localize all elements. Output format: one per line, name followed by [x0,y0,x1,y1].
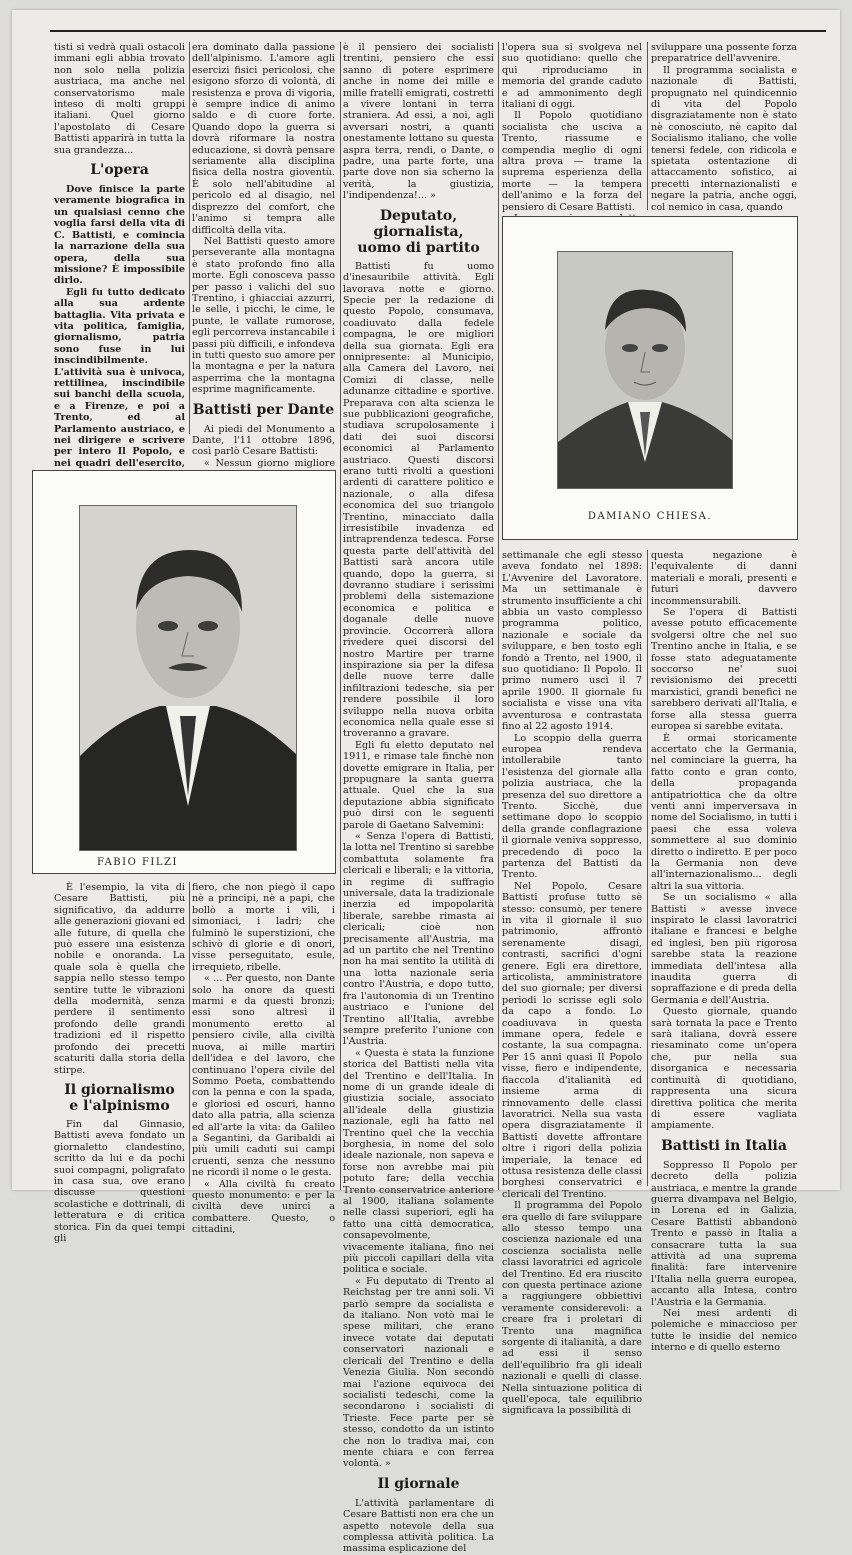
paragraph: È ormai storicamente accertato che la Germania, nel cominciare la guerra, ha fatto conto e gran conto, della propaganda antipatriottica che da oltre venti anni imperversava in nome del Socialismo, in tutti i paesi che essa voleva sommettere al suo dominio diretto o indiretto. E per poco la Germania non deve all'internazionalismo... degli altri la sua vittoria. [651,732,797,892]
caption-chiesa: DAMIANO CHIESA. [587,511,713,522]
column-3 [343,42,494,1555]
paragraph: era dominato dalla passione dell'alpinismo. L'amore agli esercizi fisici pericolosi, che esigono sforzo di volontà, di resistenza e prova di vigoria, è sempre indice di animo saldo e di cuore forte. Quando dopo la guerra si dovrà riformare la nostra educazione, si dovrà pensare seriamente alla disciplina fisica della nostra gioventù. È solo nell'abitudine al pericolo ed al disagio, nel disprezzo del comfort, che l'animo si tempra alle difficoltà della vita. [192,42,335,236]
paragraph: tisti si vedrà quali ostacoli immani egli abbia trovato non solo nella polizia austriaca, ma anche nel conservatorismo male inteso di molti gruppi italiani. Quel giorno l'apostolato di Cesare Battisti apparirà in tutta la sua grandezza... [54,42,185,156]
paragraph: Soppresso Il Popolo per decreto della polizia austriaca, e mentre la grande guerra divampava nel Belgio, in Lorena ed in Galizia, Cesare Battisti abbandonò Trento e passò in Italia a consacrare tutta la sua attività ad una suprema finalità: fare intervenire l'Italia nella guerra europea, accanto alla Intesa, contro l'Austria e la Germania. [651,1159,797,1308]
paragraph: « Senza l'opera di Battisti, la lotta nel Trentino si sarebbe combattuta solamente fra clericali e liberali; e la vittoria, in regime di suffragio universale, data la tradizionale inerzia ed impopolarità liberale, sarebbe rimasta ai clericali; cioè non precisamente all'Austria, ma ad un partito che nel Trentino non ha mai sentito la utilità di una lotta nazionale seria contro l'Austria, e dopo tutto, fra l'autonomia di un Trentino austriaco e l'unione del Trentino all'Italia, avrebbe sempre preferito l'unione con l'Austria. [343,831,494,1048]
paragraph: Se l'opera di Battisti avesse potuto efficacemente svolgersi oltre che nel suo Trentino anche in Italia, e se fosse stato adeguatamente soccorso ne' suoi revisionismo dei precetti marxistici, grandi benefici ne sarebbero derivati all'Italia, e forse alla stessa guerra europea si sarebbe evitata. [651,607,797,733]
paragraph: Il Popolo quotidiano socialista che usciva a Trento, riassume e compendia meglio di ogni altra prova — trame la suprema esperienza della morte — la tempera dell'animo e la forza del pensiero di Cesare Battisti. [502,110,642,213]
paragraph: è il pensiero dei socialisti trentini, pensiero che essi sanno di potere esprimere anche in nome dei mille e mille fratelli emigrati, costretti a vivere lontani in terra straniera. Ad essi, a noi, agli avversari nostri, a quanti onestamente lottano su questa aspra terra, rendi, o Dante, o padre, una parte forte, una parte dove non sia scherno la verità, la giustizia, l'indipendenza!... » [343,42,494,202]
paragraph: Il programma socialista e nazionale di Battisti, propugnato nel quindicennio di vita del Popolo disgraziatamente non è stato nè conosciuto, nè capito dal Socialismo italiano, che volle tenersi fedele, con ridicola e spietata ostentazione di attaccamento sofistico, ai precetti internazionalisti e negare la patria, anche oggi, col nemico in casa, quando [651,64,797,213]
heading-line: Il giornalismo [64,1081,175,1098]
heading-giornale: Il giornale [377,1475,460,1492]
paragraph: « Alla civiltà fu creato questo monumento: e per la civiltà deve unirci a combattere. Questo, o cittadini, [192,1178,335,1236]
paragraph: « Questa è stata la funzione storica del Battisti nella vita del Trentino e dell'Italia. In nome di un grande ideale di giustizia sociale, associato all'ideale della giustizia nazionale, egli ha fatto nel Trentino quel che la vecchia borghesia, in nome del solo ideale nazionale, non sapeva e forse non avrebbe mai più potuto fare; della vecchia Trento conservatrice anteriore al 1900, italiana solamente nelle classi superiori, egli ha fatto una città democratica, consapevolmente, vivacemente italiana, fino nei più piccoli capillari della vita politica e sociale. [343,1047,494,1276]
paragraph: Egli fu tutto dedicato alla sua ardente battaglia. Vita privata e vita politica, famiglia, giornalismo, patria sono fuse in lui inscindibilmente. L'attività sua è univoca, rettilinea, inscindibile sui banchi della scuola, e a Firenze, e poi a Trento, ed al Parlamento austriaco, e nei dirigere e scrivere per intero Il Popolo, e nei quadri dell'esercito, [54,286,185,469]
paragraph: Se un socialismo « alla Battisti » avesse invece inspirato le classi lavoratrici italiane e francesi e belghe ed inglesi, ben più rigorosa sarebbe stata la reazione immediata dell'intesa alla inaudita guerra di sopraffazione e di preda della Germania e dell'Austria. [651,892,797,1006]
paragraph: È l'esempio, la vita di Cesare Battisti, più significativo, da addurre alle generazioni giovani ed alle future, di quella che può essere una esistenza nobile e onoranda. La quale sola è quella che sappia nello stesso tempo sentire tutte le vibrazioni della modernità, senza perdere il sentimento profondo delle grandi tradizioni ed il rispetto profondo dei precetti scaturiti dalla storia della stirpe. [54,882,186,1076]
paragraph: questa negazione è l'equivalente di danni materiali e morali, presenti e futuri davvero incommensurabili. [651,550,797,607]
column-rule [189,42,190,434]
heading-giornalismo [54,1082,185,1114]
heading-line: uomo di partito [357,239,480,256]
heading-dante: Battisti per Dante [192,401,335,418]
paragraph: sviluppare una possente forza preparatrice dell'avvenire. [651,42,797,65]
paragraph: « Nessun giorno migliore [204,457,335,469]
paragraph: Nei mesi ardenti di polemiche e minaccioso per tutte le insidie del nemico interno e di quello esterno [651,1308,797,1354]
column-rule [340,42,341,1190]
column-5-top [651,42,797,213]
newspaper-page [12,10,840,1555]
caption-filzi: FABIO FILZI [97,857,178,868]
column-2-bottom [192,882,335,1236]
paragraph: Dove finisce la parte veramente biografica in un qualsiasi cenno che voglia farsi della vita di C. Battisti, e comincia la narrazione della sua opera, della sua missione? È impossibile dirlo. [54,184,185,287]
column-rule [189,882,190,1186]
column-4-bottom [502,550,642,1417]
portrait-image-filzi [79,505,297,851]
paragraph: Battisti fu uomo d'inesauribile attività. Egli lavorava notte e giorno. Specie per la redazione di questo Popolo, consumava, coadiuvato dalla fedele compagna, le ore migliori della sua giornata. Egli era onnipresente: al Municipio, alla Camera del Lavoro, nei Comizi di classe, nelle adunanze cittadine e sportive. Preparava con alta scienza le sue pubblicazioni geografiche, studiava scrupolosamente i dati dei suoi discorsi economici al Parlamento austriaco. Questi discorsi erano tutti rivolti a questioni ardenti di carattere politico e nazionale, o alla difesa economica del suo triangolo Trentino, minacciato dalla irresistibile invadenza ed intraprendenza tedesca. Forse questa parte dell'attività del Battisti sarà ancora utile quando, dopo la guerra, si dovranno studiare i serissimi problemi della sistemazione economica e politica e doganale delle nuove provincie. Occorrerà allora rivedere quei discorsi del nostro Martire per trarne inspirazione sia per la difesa delle nuove terre dalle infiltrazioni tedesche, sia per rendere possibile il loro sviluppo nella nuova orbita economica nella quale esse si troveranno a gravare. [343,260,494,740]
paragraph: Ai piedi del Monumento a Dante, l'11 ottobre 1896, così parlò Cesare Battisti: [192,423,335,458]
portrait-frame-chiesa [502,216,798,540]
paragraph: l'opera sua si svolgeva nel suo quotidiano: quello che qui riproduciamo in memoria del grande caduto e ad ammonimento degli italiani di oggi. [502,42,642,111]
column-1-bottom [54,882,186,1244]
paragraph: Lo scoppio della guerra europea rendeva intollerabile tanto l'esistenza del giornale alla polizia austriaca, che la presenza del suo direttore a Trento. Sicchè, due settimane dopo lo scoppio della grande conflagrazione il giornale veniva soppresso, precedendo di poco la partenza del Battisti da Trento. [502,732,642,881]
heading-line: Deputato, giornalista, [373,207,464,240]
paragraph: settimanale che egli stesso aveva fondato nel 1898: L'Avvenire del Lavoratore. Ma un settimanale è strumento insufficiente a chi abbia un vasto complesso programma politico, nazionale e sociale da sviluppare, e ben tosto egli fondò a Trento, nel 1900, il suo quotidiano: Il Popolo. Il primo numero uscì il 7 aprile 1900. Il giornale fu socialista e visse una vita avventurosa e contrastata fino al 22 agosto 1914. [502,550,642,733]
column-rule [498,42,499,1190]
portrait-image-chiesa [557,251,733,489]
heading-deputato [343,208,494,256]
paragraph: Il programma del Popolo era quello di fare sviluppare allo stesso tempo una coscienza nazionale ed una coscienza socialista nelle classi lavoratrici ed agricole del Trentino. Ed era riuscito con questa pertinace azione a raggiungere obbiettivi veramente considerevoli: a creare fra i proletari di Trento una magnifica sorgente di italianità, a dare ad essi il senso dell'equilibrio fra gli ideali nazionali e quelli di classe. Nella sintuazione politica di quell'epoca, tale equilibrio significava la possibilità di [502,1200,642,1417]
paragraph: « Fu deputato di Trento al Reichstag per tre anni soli. Vi parlò sempre da socialista e da italiano. Non votò mai le spese militari, che erano invece votate dai deputati conservatori nazionali e clericali del Trentino e della Venezia Giulia. Non secondò mai l'azione equivoca dei socialisti tedeschi, come la secondarono i socialisti di Trieste. Fece parte per sè stesso, condotto da un istinto che non lo tradiva mai, con mente chiara e con ferrea volontà. » [343,1275,494,1470]
column-2-top [192,42,335,469]
column-rule [647,550,648,1186]
portrait-frame-filzi [32,470,336,874]
paragraph: Nel Popolo, Cesare Battisti profuse tutto sè stesso: consumò, per tenere in vita il giornale il suo patrimonio, affrontò serenamente disagi, contrasti, sacrifici d'ogni genere. Egli era direttore, articolista, amministratore del suo giornale; per diversi periodi lo scrisse egli solo da capo a fondo. Lo coadiuvava in questa immane opera, fedele e costante, la sua compagna. Per 15 anni quasi Il Popolo visse, fiero e indipendente, fiaccola d'italianità ed insieme arma di rinnovamento delle classi lavoratrici. Nella sua vasta opera disgraziatamente il Battisti dovette affrontare oltre i rigori della polizia imperiale, la tenace ed ottusa resistenza delle classi borghesi conservatrici e clericali del Trentino. [502,880,642,1200]
top-rule [50,30,826,32]
paragraph: Fin dal Ginnasio, Battisti aveva fondato un giornaletto clandestino, scritto da lui e da pochi suoi compagni, poligrafato in casa sua, ove erano discusse questioni scolastiche e dottrinali, di letteratura e di critica storica. Fin da quei tempi gli [54,1118,185,1244]
heading-opera: L'opera [90,162,149,179]
column-rule [647,42,648,210]
paragraph: L'attività parlamentare di Cesare Battisti non era che un aspetto notevole della sua complessa attività politica. La massima esplicazione del [343,1497,494,1555]
paragraph: fiero, che non piegò il capo nè a principi, nè a papi, che bollò a morte i vili, i simoniaci, i ladri; che fulminò le superstizioni, che schivò di glorie e di onori, visse perseguitato, esule, irrequieto, ribelle. [192,882,335,973]
paragraph: « ... Per questo, non Dante solo ha onore da questi marmi e da questi bronzi; essi sono altresì il monumento eretto al pensiero civile, alla civiltà nuova, ai mille martiri dell'idea e del lavoro, che continuano l'opera civile del Sommo Poeta, combattendo con la penna e con la spada, e gloriosi ed oscuri, hanno dato alla patria, alla scienza ed all'arte la vita: da Galileo a Segantini, da Garibaldi ai più umili caduti sui campi cruenti, senza che nessuno ne ricordi il nome o le gesta. [192,973,335,1179]
paragraph: Nel Battisti questo amore perseverante alla montagna è stato profondo fino alla morte. Egli conosceva passo per passo i valichi del suo Trentino, i ghiacciai azzurri, le selle, i picchi, le cime, le punte, le vallate rumorose, egli percorreva instancabile i passi più difficili, e infondeva in tutti questo suo amore per la montagna e per la natura asperrima che la montagna esprime magnificamente. [192,235,335,396]
heading-line: e l'alpinismo [69,1097,170,1114]
column-1-top [54,42,185,469]
column-5-bottom [651,550,797,1354]
paragraph: Questo giornale, quando sarà tornata la pace e Trento sarà italiana, dovrà essere riesaminato come un'opera che, pur nella sua disorganica e necessaria continuità di quotidiano, rappresenta una sicura direttiva politica che merita di essere vagliata ampiamente. [651,1006,797,1132]
paragraph: Egli fu eletto deputato nel 1911, e rimase tale finchè non dovette emigrare in Italia, per propugnare la santa guerra attuale. Quel che la sua deputazione abbia significato può dirsi con le seguenti parole di Gaetano Salvemini: [343,739,494,831]
heading-italia: Battisti in Italia [661,1137,787,1154]
column-4-top [502,42,642,213]
